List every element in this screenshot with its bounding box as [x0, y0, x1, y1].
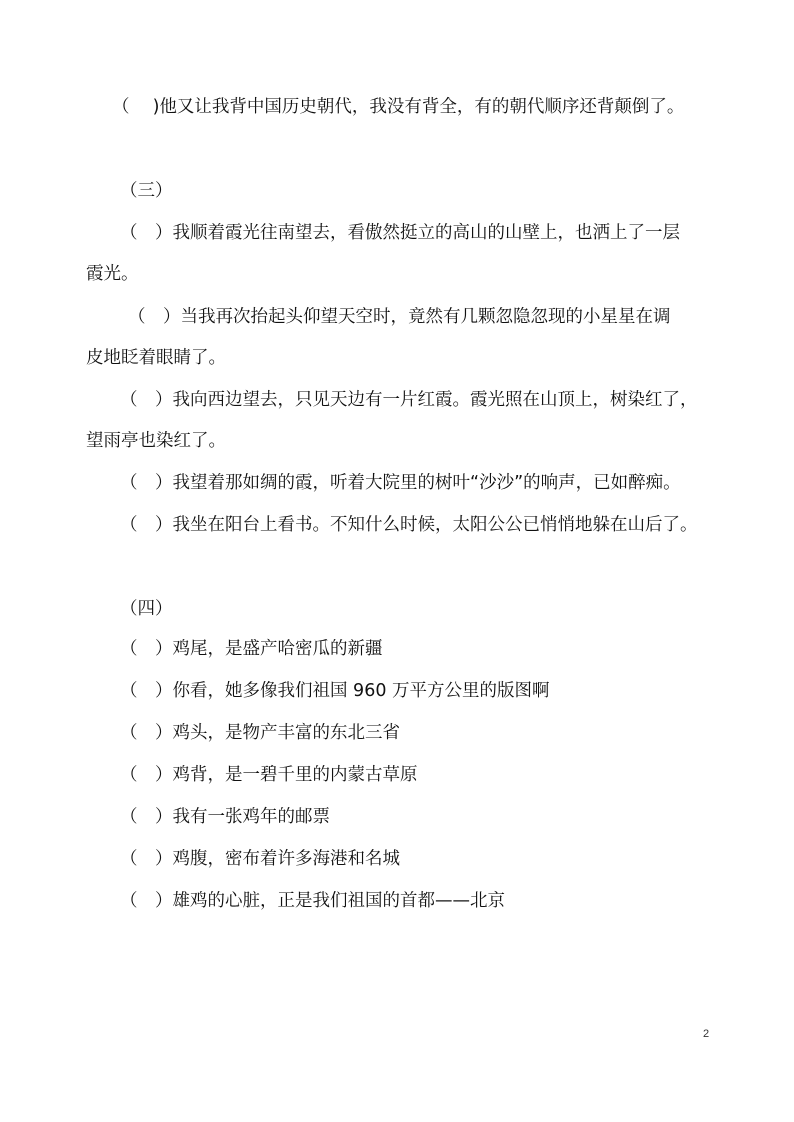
text-line-rooster-7: （ ）雄鸡的心脏，正是我们祖国的首都——北京	[120, 891, 505, 911]
section-heading-3: （三）	[120, 181, 173, 201]
text-line-sunset-2b: 皮地眨着眼睛了。	[86, 348, 226, 368]
text-line-sunset-4: （ ）我望着那如绸的霞，听着大院里的树叶“沙沙”的响声，已如醉痴。	[120, 473, 681, 493]
text-line-rooster-1: （ ）鸡尾，是盛产哈密瓜的新疆	[120, 639, 383, 659]
section-heading-4: （四）	[120, 599, 173, 619]
page-number: 2	[703, 1028, 710, 1040]
text-line-sunset-3a: （ ）我向西边望去，只见天边有一片红霞。霞光照在山顶上，树染红了，	[120, 390, 698, 410]
text-line-rooster-5: （ ）我有一张鸡年的邮票	[120, 807, 330, 827]
text-line-sunset-5: （ ）我坐在阳台上看书。不知什么时候，太阳公公已悄悄地躲在山后了。	[120, 515, 698, 535]
text-line-rooster-3: （ ）鸡头，是物产丰富的东北三省	[120, 723, 400, 743]
text-line-rooster-6: （ ）鸡腹，密布着许多海港和名城	[120, 849, 400, 869]
text-line-sunset-1b: 霞光。	[86, 264, 139, 284]
text-line-sunset-2a: （ ）当我再次抬起头仰望天空时，竟然有几颗忽隐忽现的小星星在调	[128, 307, 671, 327]
text-line-history: （ )他又让我背中国历史朝代，我没有背全，有的朝代顺序还背颠倒了。	[112, 97, 685, 117]
text-line-rooster-4: （ ）鸡背，是一碧千里的内蒙古草原	[120, 765, 418, 785]
text-line-sunset-1a: （ ）我顺着霞光往南望去，看傲然挺立的高山的山壁上，也洒上了一层	[120, 223, 680, 243]
text-line-rooster-2: （ ）你看，她多像我们祖国 960 万平方公里的版图啊	[120, 681, 550, 701]
text-line-sunset-3b: 望雨亭也染红了。	[86, 431, 226, 451]
